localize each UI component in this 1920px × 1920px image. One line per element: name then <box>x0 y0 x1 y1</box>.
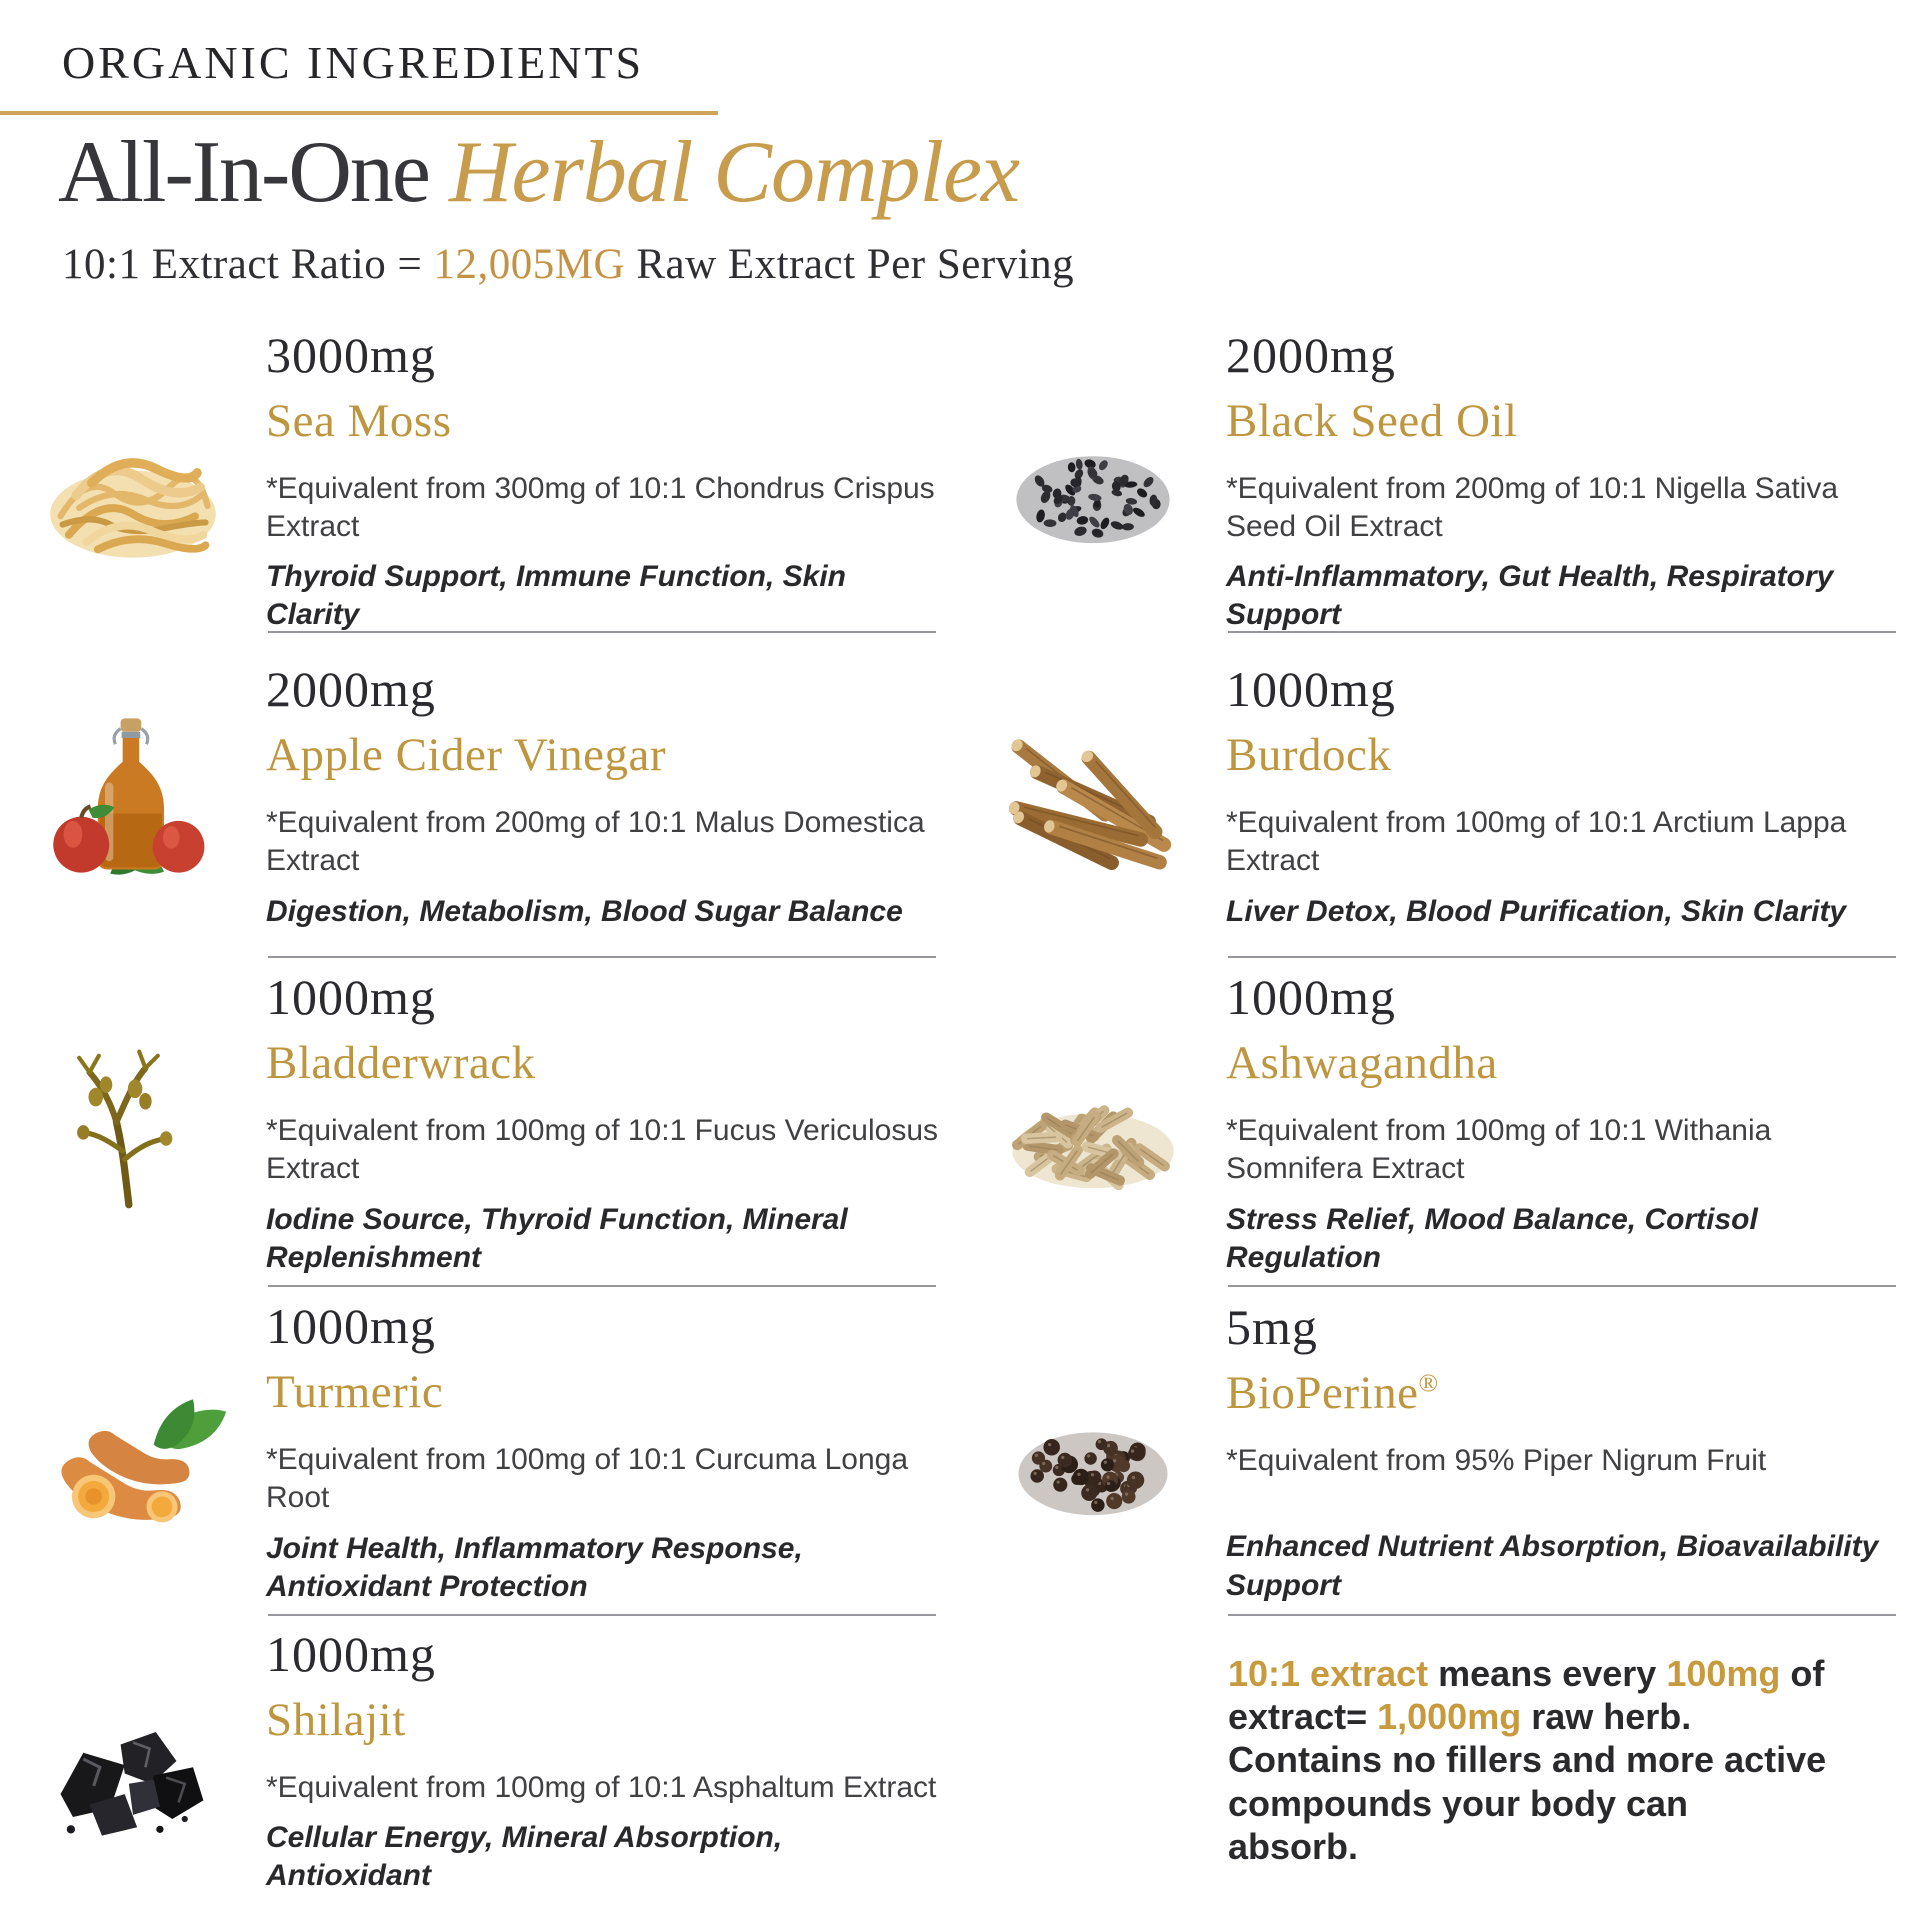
gold-rule <box>0 111 718 115</box>
footnote-segment: raw herb. Contains no fillers and more active compounds your body can absorb. <box>1228 1696 1827 1867</box>
burdock-image <box>960 708 1226 884</box>
ingredient-amount: 1000mg <box>266 1298 436 1355</box>
ingredient-equivalent: *Equivalent from 100mg of 10:1 Curcuma Longa Root <box>266 1443 909 1515</box>
ingredient-name: Sea Moss <box>266 394 452 447</box>
ingredient-benefits: Liver Detox, Blood Purification, Skin Clarity <box>1226 894 1847 928</box>
ingredient-apple-cider-vinegar <box>0 633 960 958</box>
shilajit-image <box>0 1672 266 1848</box>
ingredient-equivalent: *Equivalent from 100mg of 10:1 Withania Somnifera Extract <box>1226 1114 1772 1186</box>
ingredient-amount: 1000mg <box>266 969 436 1026</box>
ingredient-name: BioPerine® <box>1226 1367 1439 1420</box>
bladderwrack-image <box>0 1035 266 1211</box>
ingredient-amount: 1000mg <box>1226 969 1396 1026</box>
ingredient-amount: 2000mg <box>266 661 436 718</box>
subtitle-suffix: Raw Extract Per Serving <box>625 241 1075 289</box>
ingredient-equivalent: *Equivalent from 300mg of 10:1 Chondrus Crispus Extract <box>266 471 935 543</box>
black-seed-oil-image <box>960 392 1226 568</box>
ingredient-benefits: Digestion, Metabolism, Blood Sugar Balance <box>266 894 903 928</box>
ingredients-grid <box>0 327 1920 1904</box>
ingredient-sea-moss <box>0 327 960 633</box>
ingredient-text-sea-moss <box>266 326 942 634</box>
ashwagandha-image <box>960 1035 1226 1211</box>
bioperine-image <box>960 1364 1226 1540</box>
ingredient-turmeric <box>0 1287 960 1616</box>
footnote-segment: of extract= <box>1228 1653 1825 1738</box>
ingredient-bladderwrack <box>0 958 960 1287</box>
ingredient-name: Burdock <box>1226 729 1392 782</box>
ingredient-benefits: Stress Relief, Mood Balance, Cortisol Regulation <box>1226 1202 1758 1274</box>
subtitle-prefix: 10:1 Extract Ratio = <box>62 241 434 289</box>
ingredient-equivalent: *Equivalent from 100mg of 10:1 Arctium Lappa Extract <box>1226 806 1847 878</box>
ingredient-shilajit <box>0 1616 960 1904</box>
ingredient-text-black-seed-oil <box>1226 326 1902 634</box>
ingredient-benefits: Cellular Energy, Mineral Absorption, Antioxidant <box>266 1820 783 1893</box>
ingredient-equivalent: *Equivalent from 95% Piper Nigrum Fruit <box>1226 1444 1767 1478</box>
ingredient-name: Bladderwrack <box>266 1037 536 1090</box>
ingredient-text-bladderwrack <box>266 968 942 1276</box>
ingredient-bioperine <box>960 1287 1920 1616</box>
ingredient-name: Apple Cider Vinegar <box>266 729 666 782</box>
subtitle-highlight: 12,005MG <box>433 241 626 289</box>
footnote-gold-segment: 1,000mg <box>1377 1696 1522 1738</box>
apple-cider-vinegar-image <box>0 708 266 884</box>
ingredient-benefits: Joint Health, Inflammatory Response, Antioxidant Protection <box>266 1531 803 1603</box>
ingredient-text-bioperine <box>1226 1298 1902 1604</box>
ingredient-benefits: Iodine Source, Thyroid Function, Mineral Replenishment <box>266 1202 848 1274</box>
extract-ratio-footnote <box>1228 1652 1828 1868</box>
ingredient-name: Shilajit <box>266 1693 406 1746</box>
ingredient-text-shilajit <box>266 1625 942 1895</box>
ingredient-amount: 1000mg <box>1226 661 1396 718</box>
footnote-gold-segment: 10:1 extract <box>1228 1653 1429 1695</box>
ingredient-amount: 5mg <box>1226 1299 1318 1356</box>
ingredient-equivalent: *Equivalent from 200mg of 10:1 Nigella Sativa Seed Oil Extract <box>1226 471 1839 543</box>
ingredient-amount: 3000mg <box>266 326 436 383</box>
ingredient-text-burdock <box>1226 660 1902 930</box>
ingredient-text-apple-cider-vinegar <box>266 660 942 930</box>
ingredient-equivalent: *Equivalent from 100mg of 10:1 Asphaltum Extract <box>266 1770 937 1804</box>
title-gold-part: Herbal Complex <box>448 124 1020 221</box>
ingredient-equivalent: *Equivalent from 200mg of 10:1 Malus Domestica Extract <box>266 806 925 878</box>
ingredient-burdock <box>960 633 1920 958</box>
ingredient-name: Turmeric <box>266 1366 444 1419</box>
sea-moss-image <box>0 392 266 568</box>
ingredient-benefits: Thyroid Support, Immune Function, Skin Clarity <box>266 560 846 632</box>
ingredient-amount: 2000mg <box>1226 326 1396 383</box>
ingredient-text-turmeric <box>266 1297 942 1605</box>
page-title <box>58 125 1920 220</box>
extract-ratio-footnote-cell <box>960 1616 1920 1904</box>
ingredient-ashwagandha <box>960 958 1920 1287</box>
turmeric-image <box>0 1364 266 1540</box>
registered-trademark-symbol: ® <box>1418 1368 1439 1398</box>
subtitle <box>62 240 1920 289</box>
ingredient-name: Black Seed Oil <box>1226 394 1518 447</box>
ingredient-text-ashwagandha <box>1226 968 1902 1276</box>
ingredient-name: Ashwagandha <box>1226 1037 1498 1090</box>
ingredient-amount: 1000mg <box>266 1625 436 1682</box>
ingredient-benefits: Enhanced Nutrient Absorption, Bioavailability Support <box>1226 1530 1879 1602</box>
eyebrow-heading: ORGANIC INGREDIENTS <box>62 37 645 88</box>
footnote-gold-segment: 100mg <box>1666 1653 1781 1695</box>
ingredient-benefits: Anti-Inflammatory, Gut Health, Respiratory Support <box>1226 560 1834 632</box>
ingredient-black-seed-oil <box>960 327 1920 633</box>
title-dark-part: All-In-One <box>58 124 449 221</box>
ingredient-equivalent: *Equivalent from 100mg of 10:1 Fucus Vericulosus Extract <box>266 1114 939 1186</box>
footnote-segment: means every <box>1428 1653 1667 1695</box>
